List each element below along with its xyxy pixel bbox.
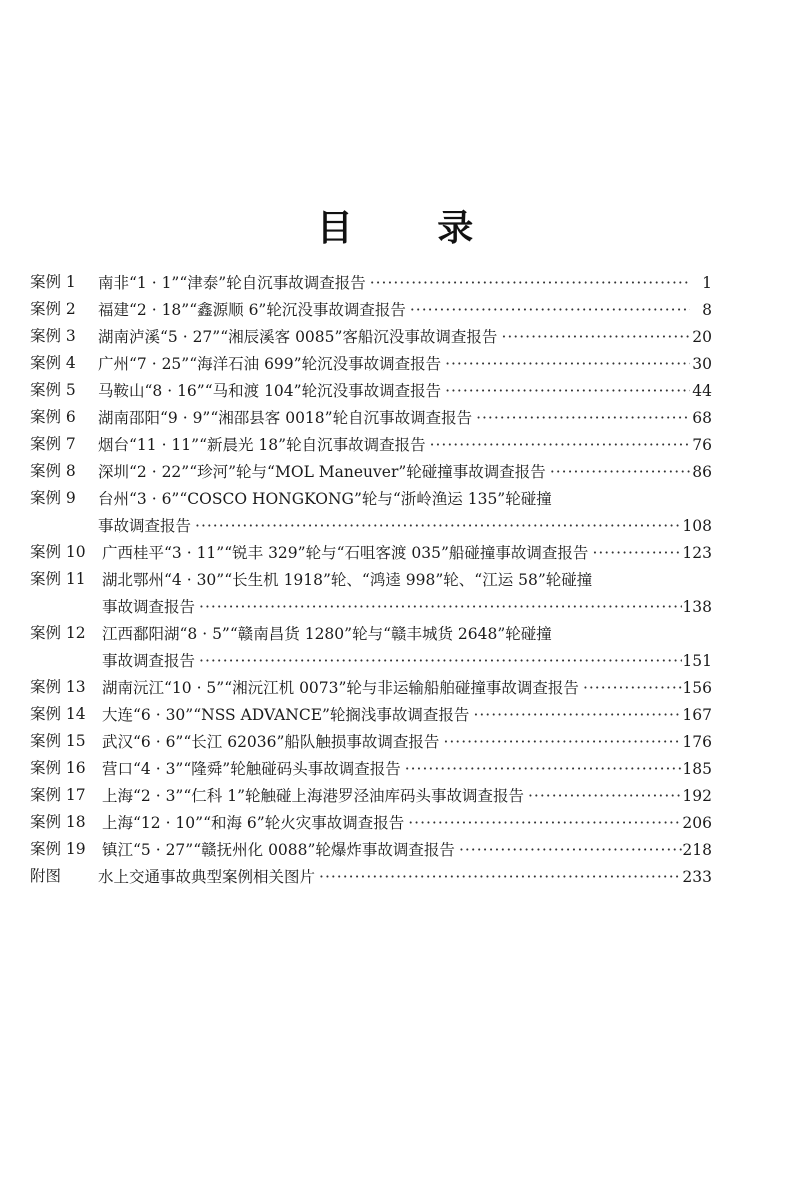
toc-entry-page-number: 86 [692, 463, 712, 481]
dot-leader [315, 864, 682, 891]
dot-leader [455, 837, 682, 864]
toc-entry-page-number: 218 [682, 841, 712, 859]
toc-entry-label: 案例 15 [30, 732, 86, 750]
toc-entry[interactable] [30, 459, 712, 486]
dot-leader [195, 594, 682, 621]
page-title: 目 录 [316, 208, 510, 249]
toc-entry-page-number: 8 [702, 301, 712, 319]
toc-entry-title: 武汉“6 · 6”“长江 62036”船队触损事故调查报告 [102, 733, 440, 751]
toc-entry-page-number: 123 [682, 544, 712, 562]
toc-entry[interactable] [30, 756, 712, 783]
toc-entry[interactable] [30, 675, 712, 702]
toc-entry-page-number: 192 [682, 787, 712, 805]
dot-leader [469, 702, 682, 729]
toc-entry-label: 案例 5 [30, 381, 76, 399]
toc-entry-title: 江西鄱阳湖“8 · 5”“赣南昌货 1280”轮与“赣丰城货 2648”轮碰撞 [102, 625, 552, 643]
toc-entry-title: 水上交通事故典型案例相关图片 [98, 868, 316, 886]
dot-leader [472, 405, 690, 432]
dot-leader [401, 756, 683, 783]
toc-entry-label: 案例 19 [30, 840, 86, 858]
toc-entry[interactable] [30, 540, 712, 567]
toc-entry[interactable] [30, 270, 712, 297]
toc-entry-title: 上海“12 · 10”“和海 6”轮火灾事故调查报告 [102, 814, 405, 832]
toc-entry[interactable] [30, 351, 712, 378]
toc-entry[interactable] [30, 837, 712, 864]
dot-leader [524, 783, 682, 810]
toc-entry-title: 烟台“11 · 11”“新晨光 18”轮自沉事故调查报告 [98, 436, 426, 454]
table-of-contents [30, 270, 712, 891]
toc-entry-label: 案例 16 [30, 759, 86, 777]
toc-entry-title: 广西桂平“3 · 11”“锐丰 329”轮与“石咀客渡 035”船碰撞事故调查报告 [102, 544, 589, 562]
toc-entry[interactable] [30, 783, 712, 810]
toc-entry-page-number: 167 [682, 706, 712, 724]
toc-entry-title: 深圳“2 · 22”“珍河”轮与“MOL Maneuver”轮碰撞事故调查报告 [98, 463, 546, 481]
dot-leader [546, 459, 690, 486]
toc-entry-page-number: 233 [682, 868, 712, 886]
toc-entry-page-number: 20 [692, 328, 712, 346]
toc-entry-page-number: 176 [682, 733, 712, 751]
dot-leader [441, 351, 690, 378]
toc-entry-title: 镇江“5 · 27”“赣抚州化 0088”轮爆炸事故调查报告 [102, 841, 455, 859]
toc-entry-label: 案例 3 [30, 327, 76, 345]
toc-entry-label: 案例 2 [30, 300, 76, 318]
toc-entry-page-number: 68 [692, 409, 712, 427]
toc-entry-label: 案例 14 [30, 705, 86, 723]
dot-leader [441, 378, 690, 405]
toc-entry-page-number: 185 [682, 760, 712, 778]
toc-entry-title: 台州“3 · 6”“COSCO HONGKONG”轮与“浙岭渔运 135”轮碰撞 [98, 490, 552, 508]
toc-entry-title: 事故调查报告 [98, 517, 192, 535]
toc-entry-page-number: 1 [702, 274, 712, 292]
toc-entry-title: 大连“6 · 30”“NSS ADVANCE”轮搁浅事故调查报告 [102, 706, 470, 724]
toc-entry-label: 案例 18 [30, 813, 86, 831]
dot-leader [439, 729, 682, 756]
toc-entry-page-number: 30 [692, 355, 712, 373]
toc-entry-page-number: 151 [682, 652, 712, 670]
toc-entry-title: 湖南沅江“10 · 5”“湘沅江机 0073”轮与非运输船舶碰撞事故调查报告 [102, 679, 579, 697]
toc-entry-title: 湖南泸溪“5 · 27”“湘辰溪客 0085”客船沉没事故调查报告 [98, 328, 498, 346]
toc-entry[interactable] [30, 324, 712, 351]
toc-entry-title: 上海“2 · 3”“仁科 1”轮触碰上海港罗泾油库码头事故调查报告 [102, 787, 524, 805]
dot-leader [497, 324, 690, 351]
toc-entry-label: 案例 1 [30, 273, 76, 291]
toc-entry-page-number: 156 [682, 679, 712, 697]
toc-entry-title: 南非“1 · 1”“津泰”轮自沉事故调查报告 [98, 274, 366, 292]
toc-entry-label: 附图 [30, 867, 62, 885]
toc-entry-label: 案例 6 [30, 408, 76, 426]
toc-entry-title: 福建“2 · 18”“鑫源顺 6”轮沉没事故调查报告 [98, 301, 406, 319]
toc-entry-label: 案例 11 [30, 570, 86, 588]
toc-entry[interactable] [30, 810, 712, 837]
dot-leader [406, 297, 690, 324]
dot-leader [579, 675, 682, 702]
toc-entry-label: 案例 12 [30, 624, 86, 642]
toc-entry[interactable] [30, 621, 712, 675]
toc-entry[interactable] [30, 864, 712, 891]
toc-entry-title: 事故调查报告 [102, 598, 196, 616]
toc-entry[interactable] [30, 378, 712, 405]
toc-entry-label: 案例 10 [30, 543, 86, 561]
toc-entry-label: 案例 9 [30, 489, 76, 507]
toc-entry-title: 湖北鄂州“4 · 30”“长生机 1918”轮、“鸿逵 998”轮、“江运 58”轮碰撞 [102, 571, 593, 589]
dot-leader [191, 513, 682, 540]
toc-entry[interactable] [30, 486, 712, 540]
toc-entry-title: 事故调查报告 [102, 652, 196, 670]
toc-entry-label: 案例 4 [30, 354, 76, 372]
toc-entry-title: 广州“7 · 25”“海洋石油 699”轮沉没事故调查报告 [98, 355, 442, 373]
toc-entry-page-number: 138 [682, 598, 712, 616]
dot-leader [588, 540, 682, 567]
toc-entry[interactable] [30, 297, 712, 324]
toc-entry[interactable] [30, 432, 712, 459]
toc-entry[interactable] [30, 405, 712, 432]
dot-leader [404, 810, 682, 837]
toc-entry-label: 案例 7 [30, 435, 76, 453]
toc-entry-title: 马鞍山“8 · 16”“马和渡 104”轮沉没事故调查报告 [98, 382, 442, 400]
toc-entry-page-number: 44 [692, 382, 712, 400]
toc-entry-label: 案例 17 [30, 786, 86, 804]
toc-entry[interactable] [30, 567, 712, 621]
toc-entry-title: 营口“4 · 3”“隆舜”轮触碰码头事故调查报告 [102, 760, 401, 778]
dot-leader [426, 432, 690, 459]
toc-entry-label: 案例 8 [30, 462, 76, 480]
dot-leader [195, 648, 682, 675]
toc-entry-page-number: 76 [692, 436, 712, 454]
dot-leader [366, 270, 690, 297]
toc-entry-page-number: 108 [682, 517, 712, 535]
toc-entry-page-number: 206 [682, 814, 712, 832]
toc-entry-title: 湖南邵阳“9 · 9”“湘邵县客 0018”轮自沉事故调查报告 [98, 409, 473, 427]
toc-entry[interactable] [30, 729, 712, 756]
toc-entry[interactable] [30, 702, 712, 729]
toc-entry-label: 案例 13 [30, 678, 86, 696]
